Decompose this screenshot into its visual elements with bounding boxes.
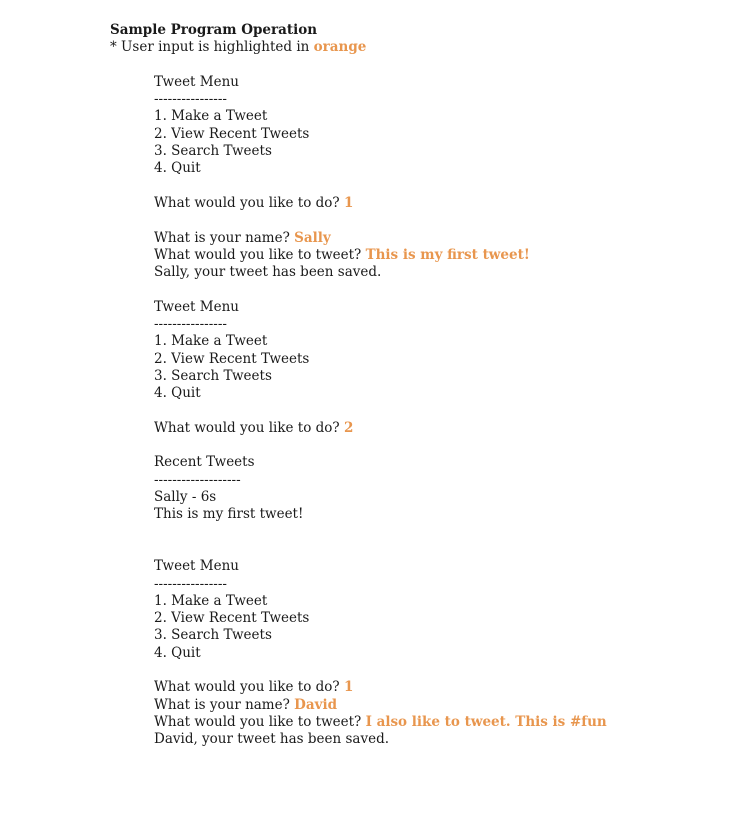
menu-divider: ---------------- (154, 91, 227, 108)
tweet-text: This is my first tweet! (154, 506, 304, 523)
save-confirmation: David, your tweet has been saved. (154, 731, 390, 748)
choice-prompt: What would you like to do? 1 (154, 679, 354, 696)
user-input-tweet: This is my first tweet! (365, 246, 530, 263)
menu-option: 3. Search Tweets (154, 627, 272, 644)
menu-option: 2. View Recent Tweets (154, 350, 310, 367)
tweet-prompt: What would you like to tweet? I also like to tweet. This is #fun (154, 713, 607, 730)
user-input-name: Sally (294, 229, 331, 246)
menu-option: 2. View Recent Tweets (154, 125, 310, 142)
menu-option: 4. Quit (154, 644, 201, 661)
menu-option: 1. Make a Tweet (154, 108, 268, 125)
tweet-author: Sally - 6s (154, 489, 217, 506)
transcript (110, 74, 730, 749)
document-page (110, 22, 730, 748)
menu-option: 4. Quit (154, 385, 201, 402)
save-confirmation: Sally, your tweet has been saved. (154, 264, 382, 281)
note-highlight-word: orange (313, 39, 367, 56)
tweet-menu-block (154, 558, 730, 662)
menu-option: 4. Quit (154, 160, 201, 177)
user-input-choice: 1 (343, 194, 354, 211)
user-input-name: David (294, 696, 338, 713)
tweet-menu-block (154, 299, 730, 403)
recent-tweets-divider: ------------------- (154, 471, 241, 488)
tweet-prompt: What would you like to tweet? This is my first tweet! (154, 246, 530, 263)
highlight-note (110, 39, 730, 56)
menu-option: 1. Make a Tweet (154, 592, 268, 609)
menu-divider: ---------------- (154, 316, 227, 333)
user-input-tweet: I also like to tweet. This is #fun (365, 713, 607, 730)
document-title: Sample Program Operation (110, 22, 318, 38)
tweet-menu-block (154, 74, 730, 178)
menu-option: 3. Search Tweets (154, 143, 272, 160)
menu-title: Tweet Menu (154, 298, 239, 315)
choice-prompt: What would you like to do? 2 (154, 419, 354, 436)
menu-option: 2. View Recent Tweets (154, 610, 310, 627)
name-prompt: What is your name? Sally (154, 229, 331, 246)
user-input-choice: 1 (343, 679, 354, 696)
menu-option: 3. Search Tweets (154, 367, 272, 384)
note-text: * User input is highlighted in (110, 39, 314, 56)
user-input-choice: 2 (343, 419, 354, 436)
recent-tweets-block (154, 454, 730, 523)
menu-divider: ---------------- (154, 575, 227, 592)
menu-title: Tweet Menu (154, 73, 239, 90)
name-prompt: What is your name? David (154, 696, 338, 713)
recent-tweets-title: Recent Tweets (154, 454, 255, 471)
menu-option: 1. Make a Tweet (154, 333, 268, 350)
menu-title: Tweet Menu (154, 558, 239, 575)
choice-prompt: What would you like to do? 1 (154, 194, 354, 211)
